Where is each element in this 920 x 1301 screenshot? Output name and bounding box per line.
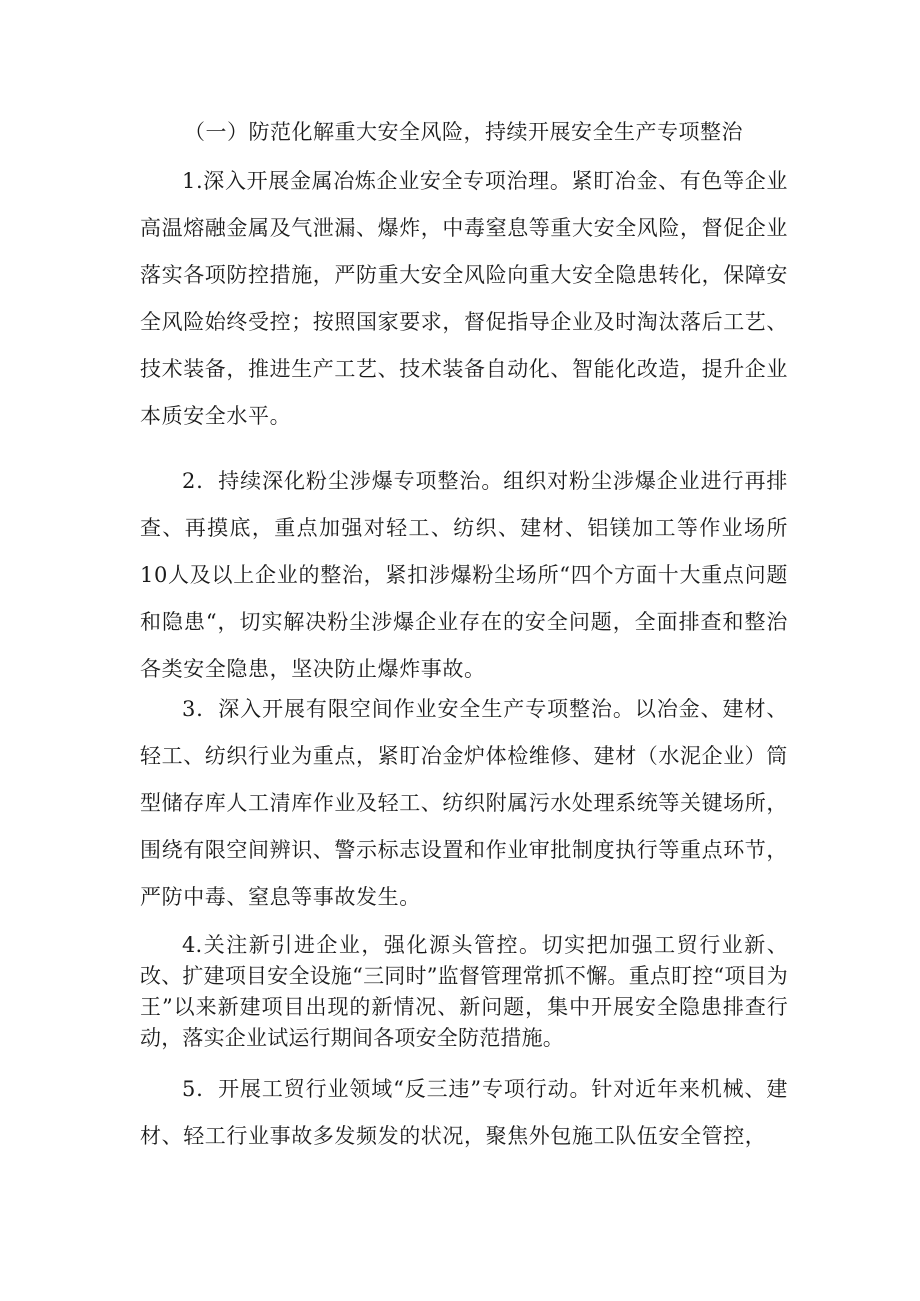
paragraph-confined-space: 3．深入开展有限空间作业安全生产专项整治。以冶金、建材、轻工、纺织行业为重点，紧盯冶金炉体检维修、建材（水泥企业）筒型储存库人工清库作业及轻工、纺织附属污水处理系统等关键场所，围绕有限空间辨识、警示标志设置和作业审批制度执行等重点环节，严防中毒、窒息等事故发生。 [140, 697, 788, 909]
paragraph-new-enterprises: 4.关注新引进企业，强化源头管控。切实把加强工贸行业新、改、扩建项目安全设施“三同时”监督管理常抓不懈。重点盯控“项目为王”以来新建项目出现的新情况、新问题，集中开展安全隐患排查行动，落实企业试运行期间各项安全防范措施。 [140, 933, 788, 1050]
paragraph-metal-smelting: 1.深入开展金属冶炼企业安全专项治理。紧盯冶金、有色等企业高温熔融金属及气泄漏、爆炸，中毒窒息等重大安全风险，督促企业落实各项防控措施，严防重大安全风险向重大安全隐患转化，保障安全风险始终受控；按照国家要求，督促指导企业及时淘汰落后工艺、技术装备，推进生产工艺、技术装备自动化、智能化改造，提升企业本质安全水平。 [140, 169, 788, 428]
section-heading: （一）防范化解重大安全风险，持续开展安全生产专项整治 [184, 120, 743, 144]
paragraph-dust-explosion: 2．持续深化粉尘涉爆专项整治。组织对粉尘涉爆企业进行再排查、再摸底，重点加强对轻工、纺织、建材、铝镁加工等作业场所10人及以上企业的整治，紧扣涉爆粉尘场所“四个方面十大重点问题和隐患“，切实解决粉尘涉爆企业存在的安全问题，全面排查和整治各类安全隐患，坚决防止爆炸事故。 [140, 469, 788, 681]
paragraph-anti-violation: 5．开展工贸行业领域“反三违”专项行动。针对近年来机械、建材、轻工行业事故多发频发的状况，聚焦外包施工队伍安全管控， [140, 1077, 788, 1148]
